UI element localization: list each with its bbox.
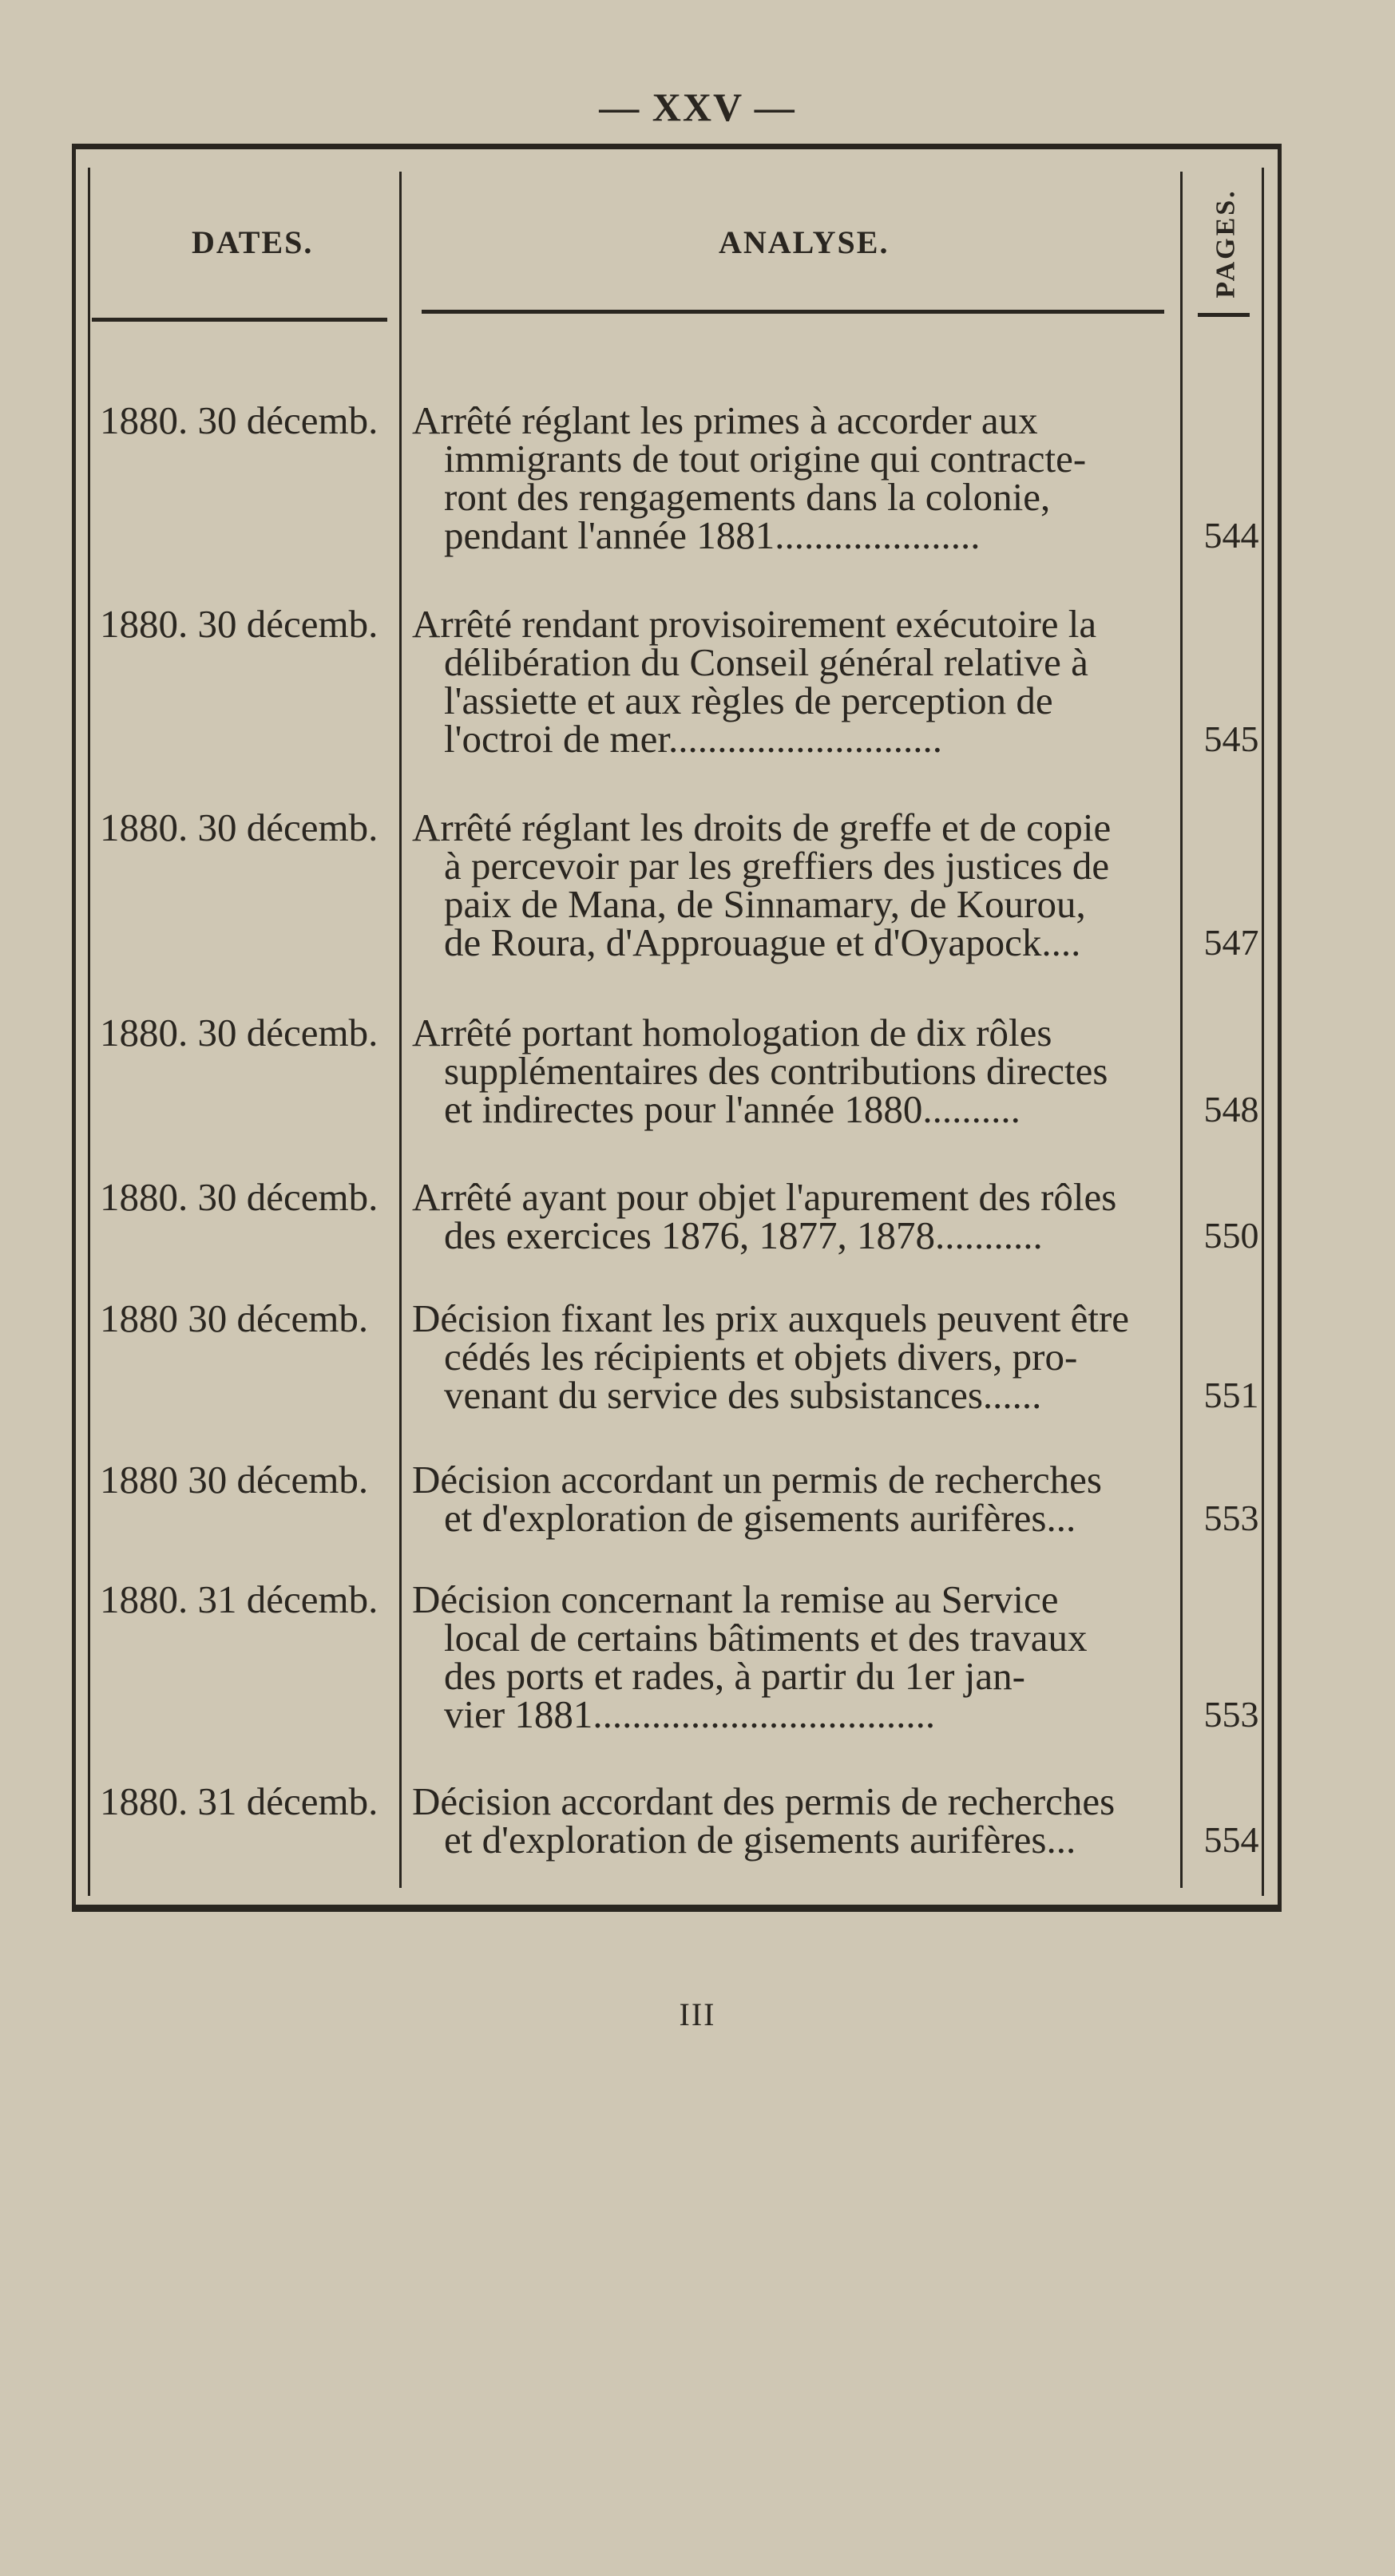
entry-page: 553: [1203, 1694, 1259, 1735]
entry-line: Arrêté réglant les droits de greffe et de copie: [412, 805, 1112, 849]
header-rule-pages: [1198, 313, 1250, 317]
entry-line: ront des rengagements dans la colonie,: [444, 475, 1051, 519]
dates-header: DATES.: [192, 224, 314, 260]
entry-page: 553: [1203, 1498, 1259, 1538]
entry-line: à percevoir par les greffiers des justices de: [444, 844, 1110, 888]
entry-date: 1880. 30 décemb.: [100, 602, 378, 646]
entry-line: Arrêté réglant les primes à accorder aux: [412, 398, 1038, 442]
entry-line: Décision accordant un permis de recherches: [412, 1458, 1102, 1502]
entry-line: immigrants de tout origine qui contracte-: [444, 437, 1087, 481]
entry-line: Décision fixant les prix auxquels peuvent être: [412, 1296, 1130, 1340]
entry-line: et d'exploration de gisements aurifères...: [444, 1496, 1076, 1540]
header-rule-dates: [92, 318, 387, 322]
entry-line: venant du service des subsistances......: [444, 1373, 1042, 1417]
entry-line: cédés les récipients et objets divers, pro-: [444, 1335, 1078, 1379]
entry-line: pendant l'année 1881.....................: [444, 513, 981, 557]
entry-line: des ports et rades, à partir du 1er jan-: [444, 1654, 1025, 1698]
table-inner-left-rule: [88, 168, 90, 1896]
entry-line: délibération du Conseil général relative à: [444, 640, 1088, 684]
entry-line: Décision accordant des permis de recherches: [412, 1779, 1116, 1823]
analysis-header: ANALYSE.: [719, 224, 890, 260]
entry-date: 1880 30 décemb.: [100, 1296, 369, 1340]
analysis-column-rule: [1180, 172, 1183, 1888]
entry-date: 1880. 30 décemb.: [100, 1011, 378, 1055]
entry-page: 545: [1203, 718, 1259, 759]
entry-line: vier 1881...................................: [444, 1692, 936, 1736]
entry-line: supplémentaires des contributions directes: [444, 1049, 1108, 1093]
entry-date: 1880 30 décemb.: [100, 1458, 369, 1502]
entry-date: 1880. 30 décemb.: [100, 398, 378, 442]
folio-mark: III: [679, 1996, 716, 2032]
entry-line: l'octroi de mer............................: [444, 717, 942, 761]
entry-line: Décision concernant la remise au Service: [412, 1577, 1059, 1621]
dates-column-rule: [399, 172, 402, 1888]
entry-page: 548: [1203, 1089, 1259, 1130]
entry-line: Arrêté rendant provisoirement exécutoire la: [412, 602, 1097, 646]
entry-line: paix de Mana, de Sinnamary, de Kourou,: [444, 882, 1086, 926]
entry-page: 551: [1203, 1375, 1259, 1415]
entry-page: 550: [1203, 1215, 1259, 1256]
entry-date: 1880. 31 décemb.: [100, 1577, 378, 1621]
entry-page: 547: [1203, 922, 1259, 963]
entry-page: 544: [1203, 515, 1259, 556]
page-number: — XXV —: [599, 85, 796, 129]
entry-page: 554: [1203, 1819, 1259, 1860]
header-rule-analysis: [422, 310, 1164, 314]
entry-line: local de certains bâtiments et des travaux: [444, 1616, 1088, 1660]
entry-date: 1880. 30 décemb.: [100, 1175, 378, 1219]
entry-line: des exercices 1876, 1877, 1878...........: [444, 1213, 1043, 1257]
entry-line: et d'exploration de gisements aurifères...: [444, 1818, 1076, 1862]
entry-date: 1880. 31 décemb.: [100, 1779, 378, 1823]
pages-header-cell: [1195, 180, 1258, 307]
entry-line: et indirectes pour l'année 1880..........: [444, 1087, 1020, 1131]
table-inner-right-rule: [1262, 168, 1264, 1896]
entry-line: de Roura, d'Approuague et d'Oyapock....: [444, 920, 1081, 964]
pages-header: PAGES.: [1211, 188, 1241, 299]
entry-date: 1880. 30 décemb.: [100, 805, 378, 849]
entry-line: Arrêté portant homologation de dix rôles: [412, 1011, 1052, 1055]
entry-line: l'assiette et aux règles de perception de: [444, 679, 1053, 722]
entry-line: Arrêté ayant pour objet l'apurement des rôles: [412, 1175, 1117, 1219]
